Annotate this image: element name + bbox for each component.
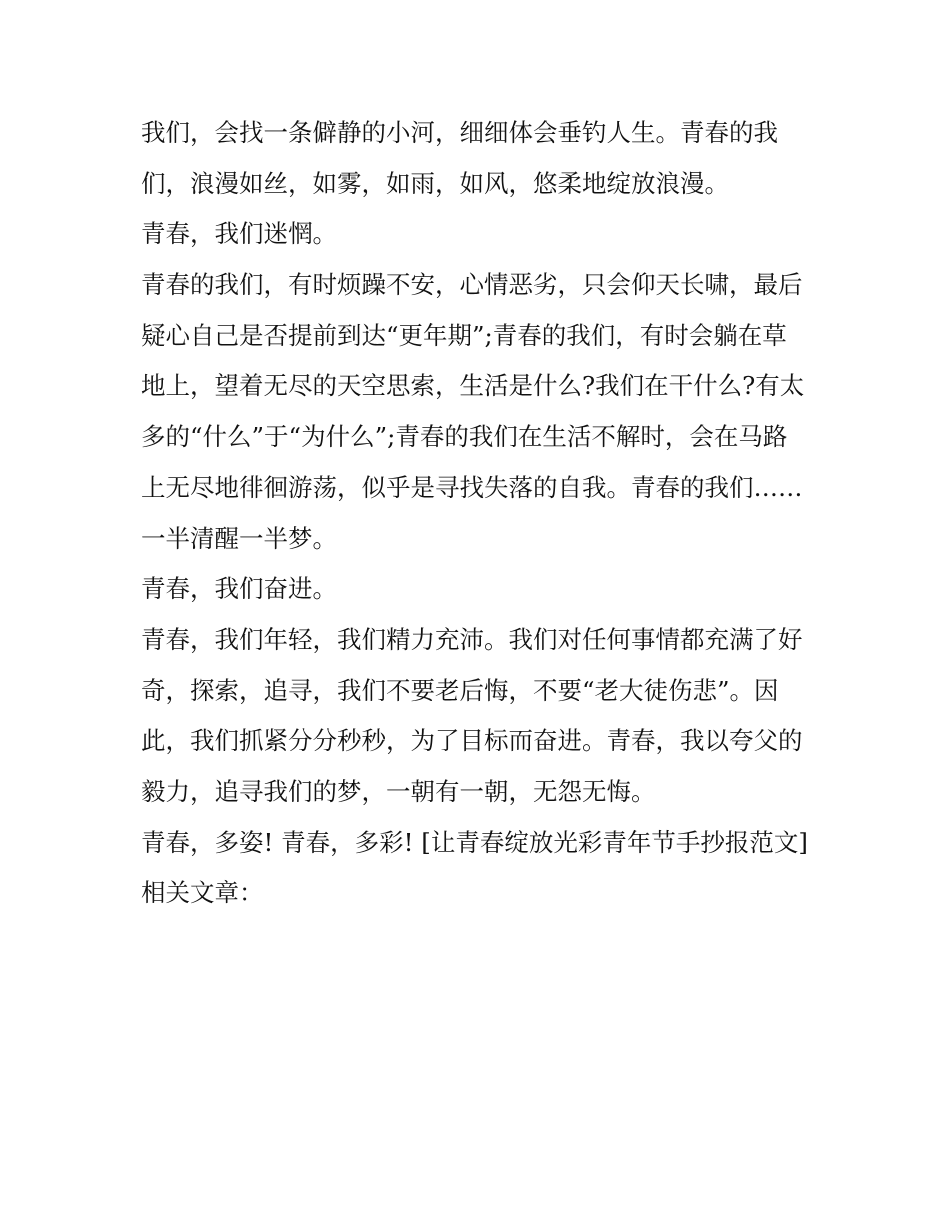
text-line: 们，浪漫如丝，如雾，如雨，如风，悠柔地绽放浪漫。 (141, 168, 729, 198)
text-line: 奇，探索，追寻，我们不要老后悔，不要“老大徒伤悲”。因 (141, 675, 779, 705)
text-line: 一半清醒一半梦。 (141, 523, 337, 553)
text-line: 青春，我们奋进。 (141, 574, 337, 604)
text-line: 多的“什么”于“为什么”;青春的我们在生活不解时，会在马路 (141, 422, 788, 452)
text-line: 我们，会找一条僻静的小河，细细体会垂钓人生。青春的我 (141, 118, 778, 147)
text-line: 疑心自己是否提前到达“更年期”;青春的我们，有时会躺在草 (141, 320, 787, 350)
text-line: 青春，多姿! 青春，多彩! [让青春绽放光彩青年节手抄报范文] (141, 827, 808, 857)
text-line: 上无尽地徘徊游荡，似乎是寻找失落的自我。青春的我们…… (141, 472, 803, 502)
text-line: 毅力，追寻我们的梦，一朝有一朝，无怨无悔。 (141, 776, 656, 806)
body-text (141, 108, 821, 919)
text-line: 青春，我们迷惘。 (141, 219, 337, 249)
text-line: 青春，我们年轻，我们精力充沛。我们对任何事情都充满了好 (141, 624, 803, 654)
text-line: 此，我们抓紧分分秒秒，为了目标而奋进。青春，我以夸父的 (141, 726, 803, 756)
text-line: 相关文章： (141, 878, 264, 908)
text-line: 地上，望着无尽的天空思索，生活是什么?我们在干什么?有太 (141, 371, 805, 401)
text-line: 青春的我们，有时烦躁不安，心情恶劣，只会仰天长啸，最后 (141, 270, 803, 300)
